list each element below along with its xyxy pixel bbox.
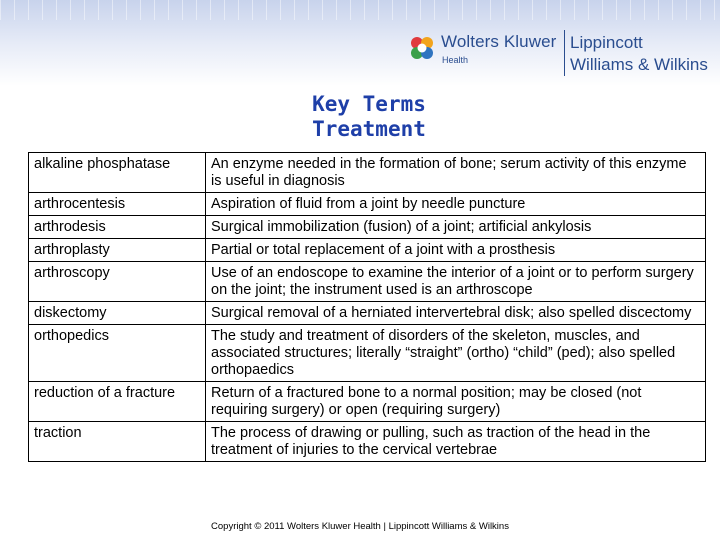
definition-cell: Return of a fractured bone to a normal position; may be closed (not requiring surgery) or open (requiring surgery) <box>206 382 706 422</box>
term-cell: orthopedics <box>29 325 206 382</box>
wolters-kluwer-logo-icon <box>408 34 436 62</box>
table-row <box>29 153 706 193</box>
table-row <box>29 325 706 382</box>
definition-cell: Partial or total replacement of a joint with a prosthesis <box>206 239 706 262</box>
table-row <box>29 382 706 422</box>
definition-cell: Surgical immobilization (fusion) of a joint; artificial ankylosis <box>206 216 706 239</box>
table-row <box>29 422 706 462</box>
definition-cell: An enzyme needed in the formation of bone; serum activity of this enzyme is useful in diagnosis <box>206 153 706 193</box>
definition-cell: Surgical removal of a herniated intervertebral disk; also spelled discectomy <box>206 302 706 325</box>
brand-lippincott-line2: Williams & Wilkins <box>570 55 708 74</box>
term-cell: alkaline phosphatase <box>29 153 206 193</box>
brand-wolters-kluwer: Wolters Kluwer <box>441 32 557 51</box>
table-row <box>29 193 706 216</box>
term-cell: diskectomy <box>29 302 206 325</box>
header-texture <box>0 0 720 20</box>
term-cell: traction <box>29 422 206 462</box>
key-terms-table <box>28 152 706 462</box>
term-cell: reduction of a fracture <box>29 382 206 422</box>
definition-cell: Aspiration of fluid from a joint by needle puncture <box>206 193 706 216</box>
copyright-footer: Copyright © 2011 Wolters Kluwer Health | Lippincott Williams & Wilkins <box>211 521 509 532</box>
publisher-logo <box>408 28 718 80</box>
definition-cell: The process of drawing or pulling, such as traction of the head in the treatment of injuries to the cervical vertebrae <box>206 422 706 462</box>
brand-lippincott-line1: Lippincott <box>570 33 643 52</box>
definition-cell: Use of an endoscope to examine the interior of a joint or to perform surgery on the joint; the instrument used is an arthroscope <box>206 262 706 302</box>
brand-lippincott <box>570 32 708 76</box>
definition-cell: The study and treatment of disorders of the skeleton, muscles, and associated structures; literally “straight” (ortho) “child” (ped); also spelled orthopaedics <box>206 325 706 382</box>
title-line-1: Key Terms <box>312 92 426 116</box>
term-cell: arthrodesis <box>29 216 206 239</box>
title-line-2: Treatment <box>312 117 426 141</box>
table-row <box>29 302 706 325</box>
brand-health: Health <box>442 55 469 65</box>
table-row <box>29 239 706 262</box>
table-row <box>29 216 706 239</box>
term-cell: arthroscopy <box>29 262 206 302</box>
term-cell: arthroplasty <box>29 239 206 262</box>
page-title <box>0 92 720 142</box>
term-cell: arthrocentesis <box>29 193 206 216</box>
logo-divider <box>564 30 565 76</box>
table-row <box>29 262 706 302</box>
